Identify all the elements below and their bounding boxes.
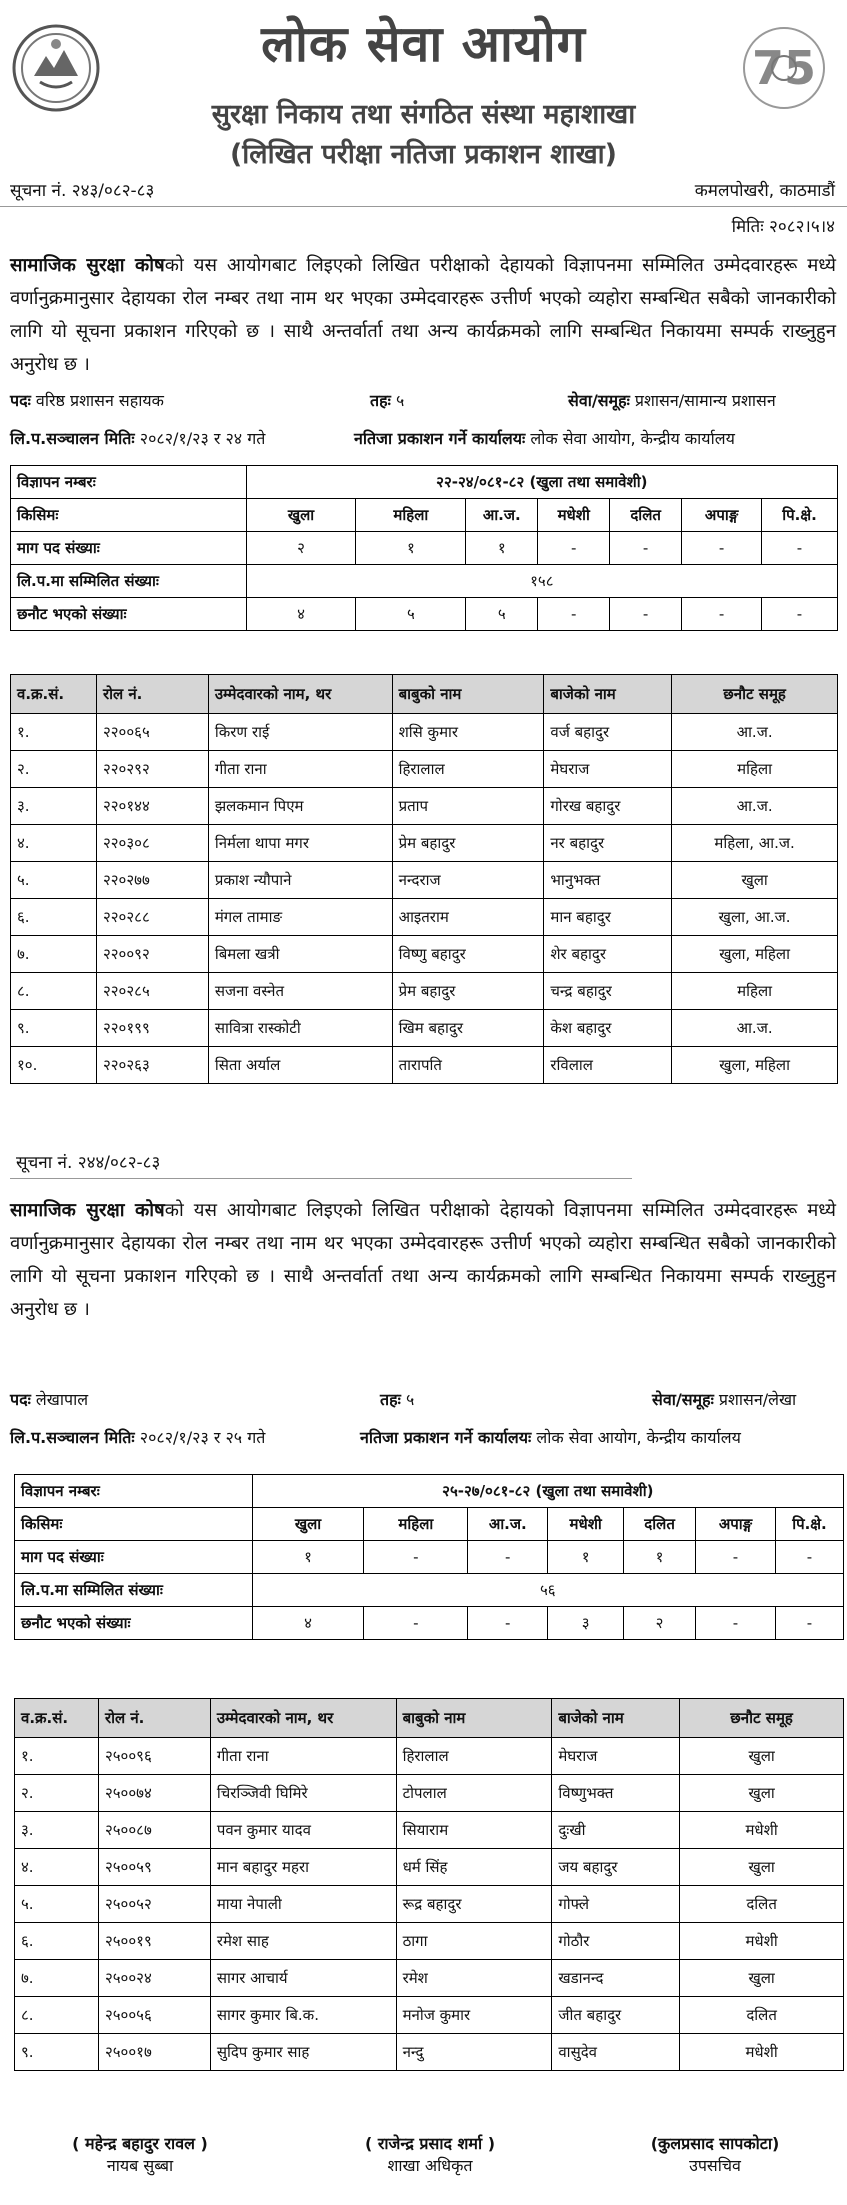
paragraph-text: को यस आयोगबाट लिइएको लिखित परीक्षाको देहायको विज्ञापनमा सम्मिलित उम्मेदवारहरू मध्ये वर्णानुक्रमानुसार देहायका रोल नम्बर तथा नाम थर भएका उम्मेदवारहरू उत्तीर्ण भएको व्यहोरा सम्बन्धित सबैको जानकारीको लागि यो सूचना प्रकाशन गरिएको छ । साथै अन्तर्वार्ता तथा अन्य कार्यक्रमको लागि सम्बन्धित निकायमा सम्पर्क राख्नुहुन अनुरोध छ । <box>10 255 836 375</box>
advertisement-table <box>10 465 838 631</box>
table-cell: माया नेपाली <box>210 1886 396 1923</box>
level-value: ५ <box>395 391 405 410</box>
table-cell: सजना वस्नेत <box>208 973 392 1010</box>
signatory <box>20 2132 260 2176</box>
table-cell: ४. <box>15 1849 99 1886</box>
table-cell: खुला <box>672 862 838 899</box>
level-info <box>380 1388 414 1410</box>
table-cell: २५००९६ <box>98 1738 210 1775</box>
post-info <box>10 389 164 411</box>
table-cell: तारापति <box>392 1047 544 1084</box>
table-cell: महिला <box>672 751 838 788</box>
results-table <box>10 674 838 1084</box>
table-row <box>11 1010 838 1047</box>
office-value: लोक सेवा आयोग, केन्द्रीय कार्यालय <box>530 429 735 448</box>
table-cell: मान बहादुर महरा <box>210 1849 396 1886</box>
signatory-title: उपसचिव <box>689 2156 741 2175</box>
service-label: सेवा/समूहः <box>652 1390 714 1409</box>
table-cell: झलकमान पिएम <box>208 788 392 825</box>
table-header <box>15 1699 844 1738</box>
table-cell: गोरख बहादुर <box>544 788 672 825</box>
table-row <box>15 1849 844 1886</box>
table-cell: रमेश साह <box>210 1923 396 1960</box>
demand-cell: - <box>696 1541 776 1574</box>
table-row <box>11 973 838 1010</box>
paragraph-text: को यस आयोगबाट लिइएको लिखित परीक्षाको देहायको विज्ञापनमा सम्मिलित उम्मेदवारहरू मध्ये वर्णानुक्रमानुसार देहायका रोल नम्बर तथा नाम थर भएका उम्मेदवारहरू उत्तीर्ण भएको व्यहोरा सम्बन्धित सबैको जानकारीको लागि यो सूचना प्रकाशन गरिएको छ । साथै अन्तर्वार्ता तथा अन्य कार्यक्रमको लागि सम्बन्धित निकायमा सम्पर्क राख्नुहुन अनुरोध छ । <box>10 1200 836 1320</box>
table-cell: प्रेम बहादुर <box>392 825 544 862</box>
table-cell: ५. <box>11 862 97 899</box>
level-label: तहः <box>380 1390 401 1409</box>
column-header: व.क्र.सं. <box>15 1699 99 1738</box>
table-cell: खुला, आ.ज. <box>672 899 838 936</box>
level-value: ५ <box>405 1390 415 1409</box>
type-cell: अपाङ्ग <box>682 499 762 532</box>
table-header <box>11 675 838 714</box>
column-header: व.क्र.सं. <box>11 675 97 714</box>
table-cell: महिला <box>672 973 838 1010</box>
service-value: प्रशासन/लेखा <box>718 1390 797 1409</box>
table-cell: खुला, महिला <box>672 1047 838 1084</box>
selected-label: छनौट भएको संख्याः <box>11 598 247 631</box>
table-cell: पवन कुमार यादव <box>210 1812 396 1849</box>
table-cell: दलित <box>680 1886 844 1923</box>
demand-row <box>11 532 838 565</box>
signatory-name: ( महेन्द्र बहादुर रावल ) <box>72 2134 208 2153</box>
column-header: रोल नं. <box>98 1699 210 1738</box>
table-cell: २५००५२ <box>98 1886 210 1923</box>
table-cell: खुला <box>680 1960 844 1997</box>
selected-cell: ४ <box>252 1607 364 1640</box>
demand-cell: १ <box>356 532 466 565</box>
column-header: छनौट समूह <box>680 1699 844 1738</box>
column-header: रोल नं. <box>96 675 208 714</box>
selected-cell: - <box>364 1607 468 1640</box>
table-cell: रूद्र बहादुर <box>396 1886 552 1923</box>
column-header: बाबुको नाम <box>396 1699 552 1738</box>
adv-label: विज्ञापन नम्बरः <box>11 466 247 499</box>
table-cell: २२००६५ <box>96 714 208 751</box>
table-cell: आ.ज. <box>672 714 838 751</box>
table-cell: जय बहादुर <box>552 1849 680 1886</box>
table-cell: २. <box>15 1775 99 1812</box>
table-row <box>15 1997 844 2034</box>
table-row <box>11 788 838 825</box>
table-cell: खुला <box>680 1849 844 1886</box>
table-row <box>15 1775 844 1812</box>
table-cell: सावित्रा रास्कोटी <box>208 1010 392 1047</box>
selected-cell: - <box>468 1607 548 1640</box>
type-cell: मधेशी <box>548 1508 624 1541</box>
exam-date-value: २०८२/१/२३ र २४ गते <box>139 429 266 448</box>
demand-cell: - <box>775 1541 843 1574</box>
selected-label: छनौट भएको संख्याः <box>15 1607 253 1640</box>
table-cell: दलित <box>680 1997 844 2034</box>
demand-cell: - <box>364 1541 468 1574</box>
table-cell: २२०२८५ <box>96 973 208 1010</box>
table-cell: २२०१९९ <box>96 1010 208 1047</box>
signatory-title: नायब सुब्बा <box>106 2156 174 2175</box>
table-cell: १०. <box>11 1047 97 1084</box>
post-value: लेखापाल <box>35 1390 89 1409</box>
column-header: बाबुको नाम <box>392 675 544 714</box>
demand-row <box>15 1541 844 1574</box>
signatory-title: शाखा अधिकृत <box>387 2156 473 2175</box>
type-cell: पि.क्षे. <box>775 1508 843 1541</box>
advertisement-table <box>14 1474 844 1640</box>
table-cell: प्रताप <box>392 788 544 825</box>
table-cell: प्रकाश न्यौपाने <box>208 862 392 899</box>
demand-cell: १ <box>548 1541 624 1574</box>
selected-cell: ४ <box>246 598 356 631</box>
table-cell: २२०२७७ <box>96 862 208 899</box>
exam-date-info <box>10 1426 265 1448</box>
table-cell: ७. <box>15 1960 99 1997</box>
type-cell: आ.ज. <box>468 1508 548 1541</box>
post-info <box>10 1388 88 1410</box>
demand-cell: १ <box>624 1541 696 1574</box>
table-cell: महिला, आ.ज. <box>672 825 838 862</box>
demand-cell: १ <box>252 1541 364 1574</box>
post-label: पदः <box>10 1390 31 1409</box>
demand-cell: - <box>468 1541 548 1574</box>
table-cell: शेर बहादुर <box>544 936 672 973</box>
table-cell: नर बहादुर <box>544 825 672 862</box>
table-cell: २२०३०८ <box>96 825 208 862</box>
table-cell: आ.ज. <box>672 788 838 825</box>
office-info <box>360 1426 741 1448</box>
table-cell: हिरालाल <box>396 1738 552 1775</box>
office-label: नतिजा प्रकाशन गर्ने कार्यालयः <box>360 1428 532 1447</box>
office-label: नतिजा प्रकाशन गर्ने कार्यालयः <box>354 429 526 448</box>
selected-cell: २ <box>624 1607 696 1640</box>
table-cell: ६. <box>11 899 97 936</box>
table-cell: प्रेम बहादुर <box>392 973 544 1010</box>
level-label: तहः <box>370 391 391 410</box>
table-cell: मधेशी <box>680 1812 844 1849</box>
type-label: किसिमः <box>11 499 247 532</box>
exam-date-label: लि.प.सञ्चालन मितिः <box>10 429 135 448</box>
column-header: उम्मेदवारको नाम, थर <box>208 675 392 714</box>
table-cell: गीता राना <box>208 751 392 788</box>
demand-cell: २ <box>246 532 356 565</box>
table-cell: १. <box>15 1738 99 1775</box>
results-table <box>14 1698 844 2071</box>
exam-date-info <box>10 427 265 449</box>
table-cell: नन्दु <box>396 2034 552 2071</box>
table-cell: २५००२४ <box>98 1960 210 1997</box>
table-cell: मधेशी <box>680 2034 844 2071</box>
type-cell: महिला <box>364 1508 468 1541</box>
table-cell: २५००१९ <box>98 1923 210 1960</box>
type-cell: अपाङ्ग <box>696 1508 776 1541</box>
table-cell: गोफ्ले <box>552 1886 680 1923</box>
table-cell: सागर आचार्य <box>210 1960 396 1997</box>
location: कमलपोखरी, काठमाडौं <box>694 181 835 201</box>
column-header: बाजेको नाम <box>544 675 672 714</box>
division-name: सुरक्षा निकाय तथा संगठित संस्था महाशाखा <box>211 99 636 130</box>
table-cell: टोपलाल <box>396 1775 552 1812</box>
table-cell: गोठौर <box>552 1923 680 1960</box>
table-cell: मान बहादुर <box>544 899 672 936</box>
table-cell: ८. <box>11 973 97 1010</box>
table-cell: गीता राना <box>210 1738 396 1775</box>
demand-cell: - <box>682 532 762 565</box>
type-cell: मधेशी <box>538 499 610 532</box>
demand-cell: १ <box>466 532 538 565</box>
table-cell: मधेशी <box>680 1923 844 1960</box>
table-row <box>15 1960 844 1997</box>
level-info <box>370 389 404 411</box>
table-cell: २५००१७ <box>98 2034 210 2071</box>
table-cell: जीत बहादुर <box>552 1997 680 2034</box>
demand-cell: - <box>610 532 682 565</box>
demand-label: माग पद संख्याः <box>15 1541 253 1574</box>
table-cell: शसि कुमार <box>392 714 544 751</box>
service-label: सेवा/समूहः <box>568 391 630 410</box>
type-cell: दलित <box>610 499 682 532</box>
table-cell: २५००५६ <box>98 1997 210 2034</box>
table-cell: बिमला खत्री <box>208 936 392 973</box>
selected-row <box>11 598 838 631</box>
table-cell: मंगल तामाङ <box>208 899 392 936</box>
selected-cell: - <box>775 1607 843 1640</box>
selected-cell: - <box>610 598 682 631</box>
column-header: छनौट समूह <box>672 675 838 714</box>
table-cell: ९. <box>15 2034 99 2071</box>
selected-cell: - <box>696 1607 776 1640</box>
notice-paragraph <box>10 1194 836 1326</box>
notice-date: मितिः २०८२।५।४ <box>731 217 835 237</box>
table-row <box>15 1923 844 1960</box>
table-cell: चन्द्र बहादुर <box>544 973 672 1010</box>
table-cell: नन्दराज <box>392 862 544 899</box>
table-cell: ८. <box>15 1997 99 2034</box>
table-row <box>11 936 838 973</box>
adv-label: विज्ञापन नम्बरः <box>15 1475 253 1508</box>
table-cell: सियाराम <box>396 1812 552 1849</box>
table-cell: आ.ज. <box>672 1010 838 1047</box>
type-cell: दलित <box>624 1508 696 1541</box>
adv-number: २५-२७/०८१-८२ (खुला तथा समावेशी) <box>252 1475 843 1508</box>
type-row <box>11 499 838 532</box>
table-cell: ५. <box>15 1886 99 1923</box>
selected-cell: - <box>762 598 838 631</box>
table-cell: सागर कुमार बि.क. <box>210 1997 396 2034</box>
included-label: लि.प.मा सम्मिलित संख्याः <box>15 1574 253 1607</box>
table-cell: १. <box>11 714 97 751</box>
table-cell: मनोज कुमार <box>396 1997 552 2034</box>
office-info <box>354 427 735 449</box>
table-cell: वर्ज बहादुर <box>544 714 672 751</box>
table-cell: खिम बहादुर <box>392 1010 544 1047</box>
table-cell: सुदिप कुमार साह <box>210 2034 396 2071</box>
service-info <box>652 1388 796 1410</box>
table-cell: रमेश <box>396 1960 552 1997</box>
table-cell: निर्मला थापा मगर <box>208 825 392 862</box>
table-cell: २५००८७ <box>98 1812 210 1849</box>
table-cell: २. <box>11 751 97 788</box>
table-cell: खुला <box>680 1775 844 1812</box>
organization-name: सामाजिक सुरक्षा कोष <box>10 255 165 276</box>
table-cell: मेघराज <box>544 751 672 788</box>
table-cell: २२००९२ <box>96 936 208 973</box>
table-cell: आइतराम <box>392 899 544 936</box>
table-cell: २५००५९ <box>98 1849 210 1886</box>
organization-name: सामाजिक सुरक्षा कोष <box>10 1200 165 1221</box>
table-row <box>11 1047 838 1084</box>
type-row <box>15 1508 844 1541</box>
table-cell: मेघराज <box>552 1738 680 1775</box>
page-title: लोक सेवा आयोग <box>261 15 586 73</box>
table-cell: हिरालाल <box>392 751 544 788</box>
table-cell: ठागा <box>396 1923 552 1960</box>
table-row <box>15 1738 844 1775</box>
signatory-name: (कुलप्रसाद सापकोटा) <box>650 2134 780 2153</box>
service-info <box>568 389 776 411</box>
table-cell: दुःखी <box>552 1812 680 1849</box>
table-cell: ३. <box>11 788 97 825</box>
demand-label: माग पद संख्याः <box>11 532 247 565</box>
table-cell: किरण राई <box>208 714 392 751</box>
table-row <box>15 1812 844 1849</box>
selected-cell: - <box>682 598 762 631</box>
table-cell: ३. <box>15 1812 99 1849</box>
table-cell: केश बहादुर <box>544 1010 672 1047</box>
table-cell: विष्णुभक्त <box>552 1775 680 1812</box>
included-count: ५६ <box>252 1574 843 1607</box>
table-row <box>11 751 838 788</box>
selected-row <box>15 1607 844 1640</box>
office-value: लोक सेवा आयोग, केन्द्रीय कार्यालय <box>536 1428 741 1447</box>
included-label: लि.प.मा सम्मिलित संख्याः <box>11 565 247 598</box>
table-cell: २५००७४ <box>98 1775 210 1812</box>
table-cell: ९. <box>11 1010 97 1047</box>
section-name: (लिखित परीक्षा नतिजा प्रकाशन शाखा) <box>229 139 618 170</box>
table-row <box>15 1886 844 1923</box>
post-label: पदः <box>10 391 31 410</box>
type-label: किसिमः <box>15 1508 253 1541</box>
adv-number: २२-२४/०८१-८२ (खुला तथा समावेशी) <box>246 466 837 499</box>
table-row <box>15 2034 844 2071</box>
type-cell: महिला <box>356 499 466 532</box>
notice-number: सूचना नं. २४३/०८२-८३ <box>10 181 155 201</box>
table-cell: २२०२९२ <box>96 751 208 788</box>
table-row <box>11 899 838 936</box>
table-cell: रविलाल <box>544 1047 672 1084</box>
selected-cell: ३ <box>548 1607 624 1640</box>
exam-date-label: लि.प.सञ्चालन मितिः <box>10 1428 135 1447</box>
table-cell: धर्म सिंह <box>396 1849 552 1886</box>
table-row <box>11 714 838 751</box>
notice-paragraph <box>10 249 836 381</box>
demand-cell: - <box>762 532 838 565</box>
table-cell: ४. <box>11 825 97 862</box>
selected-cell: ५ <box>466 598 538 631</box>
table-cell: २२०२८८ <box>96 899 208 936</box>
table-cell: २२०१४४ <box>96 788 208 825</box>
table-row <box>11 825 838 862</box>
table-cell: सिता अर्याल <box>208 1047 392 1084</box>
table-cell: खडानन्द <box>552 1960 680 1997</box>
type-cell: खुला <box>252 1508 364 1541</box>
table-cell: वासुदेव <box>552 2034 680 2071</box>
post-value: वरिष्ठ प्रशासन सहायक <box>35 391 164 410</box>
exam-date-value: २०८२/१/२३ र २५ गते <box>139 1428 266 1447</box>
table-cell: चिरञ्जिवी घिमिरे <box>210 1775 396 1812</box>
table-cell: खुला, महिला <box>672 936 838 973</box>
table-cell: भानुभक्त <box>544 862 672 899</box>
table-cell: ७. <box>11 936 97 973</box>
selected-cell: - <box>538 598 610 631</box>
included-count: १५८ <box>246 565 837 598</box>
divider <box>10 1178 632 1179</box>
column-header: बाजेको नाम <box>552 1699 680 1738</box>
table-cell: खुला <box>680 1738 844 1775</box>
type-cell: पि.क्षे. <box>762 499 838 532</box>
selected-cell: ५ <box>356 598 466 631</box>
signatory-name: ( राजेन्द्र प्रसाद शर्मा ) <box>364 2134 496 2153</box>
table-row <box>11 862 838 899</box>
type-cell: आ.ज. <box>466 499 538 532</box>
signatory <box>300 2132 560 2176</box>
table-cell: ६. <box>15 1923 99 1960</box>
column-header: उम्मेदवारको नाम, थर <box>210 1699 396 1738</box>
table-cell: २२०२६३ <box>96 1047 208 1084</box>
notice-number: सूचना नं. २४४/०८२-८३ <box>16 1153 161 1173</box>
divider <box>0 206 847 207</box>
service-value: प्रशासन/सामान्य प्रशासन <box>634 391 776 410</box>
svg-text:75: 75 <box>751 41 817 95</box>
table-cell: विष्णु बहादुर <box>392 936 544 973</box>
type-cell: खुला <box>246 499 356 532</box>
signatory <box>600 2132 830 2176</box>
demand-cell: - <box>538 532 610 565</box>
